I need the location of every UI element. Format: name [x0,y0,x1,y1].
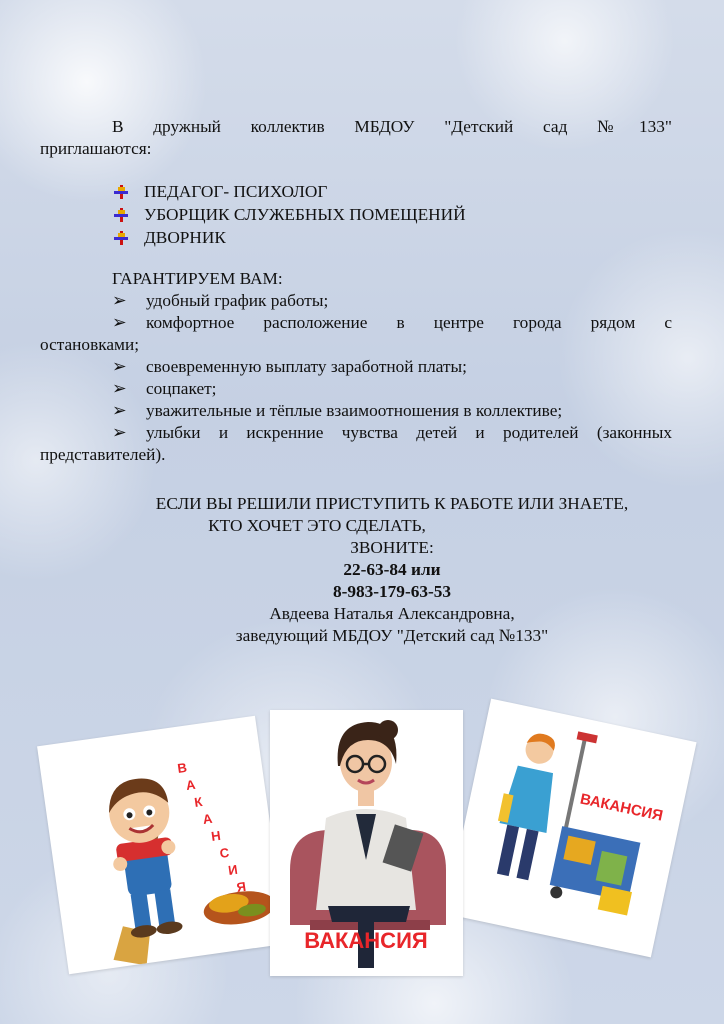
guarantee-title: ГАРАНТИРУЕМ ВАМ: [112,269,283,288]
janitor-vacancy-card [37,716,287,974]
arrow-bullet-icon: ➢ [112,379,127,398]
guarantee-item [40,356,672,378]
guarantee-section [40,268,672,466]
phone-number-2: 8-983-179-63-53 [332,582,452,601]
svg-text:И: И [227,861,239,878]
vacancy-vertical-text [176,754,246,901]
cross-bullet-icon [114,208,128,222]
svg-text:А: А [201,810,214,827]
contact-call-to-action: ЕСЛИ ВЫ РЕШИЛИ ПРИСТУПИТЬ К РАБОТЕ ИЛИ ЗНАЕТЕ, [155,494,629,513]
arrow-bullet-icon: ➢ [112,291,127,310]
cross-bullet-icon [114,231,128,245]
vacancy-label-right: ВАКАНСИЯ [578,790,665,825]
arrow-bullet-icon: ➢ [112,313,127,332]
intro-line-1: В дружный коллектив МБДОУ "Детский сад №133" [112,117,672,136]
guarantee-text: улыбки и искренние чувства детей и родителей (законных [146,423,672,442]
guarantee-text: удобный график работы; [146,291,329,310]
contact-block [0,493,724,647]
arrow-bullet-icon: ➢ [112,401,127,420]
guarantee-text: своевременную выплату заработной платы; [146,357,467,376]
intro-text [40,116,672,160]
vacancy-label: ДВОРНИК [144,228,226,247]
cross-bullet-icon [114,185,128,199]
contact-person-name: Авдеева Наталья Александровна, [269,604,515,623]
guarantee-text-wrap: остановками; [40,335,140,354]
guarantee-item [40,312,672,356]
vacancy-item [114,203,640,226]
svg-text:Я: Я [235,878,247,895]
contact-call-to-action-2: КТО ХОЧЕТ ЭТО СДЕЛАТЬ, [208,516,426,535]
guarantee-item [40,400,672,422]
guarantee-text: уважительные и тёплые взаимоотношения в коллективе; [146,401,563,420]
svg-text:С: С [218,844,231,861]
svg-text:Н: Н [210,827,222,844]
cleaner-vacancy-card [445,699,696,958]
guarantee-item [40,422,672,466]
svg-text:В: В [176,759,188,777]
guarantee-text-wrap: представителей). [40,445,166,464]
vacancy-label: УБОРЩИК СЛУЖЕБНЫХ ПОМЕЩЕНИЙ [144,205,466,224]
janitor-boy-illustration [37,716,287,974]
contact-person-position: заведующий МБДОУ "Детский сад №133" [235,626,549,645]
phone-number-1: 22-63-84 или [343,560,441,579]
vacancy-item [114,180,640,203]
contact-call-label: ЗВОНИТЕ: [350,538,434,557]
psychologist-vacancy-card [270,710,463,976]
arrow-bullet-icon: ➢ [112,357,127,376]
guarantee-text: комфортное расположение в центре города рядом с [146,313,672,332]
arrow-bullet-icon: ➢ [112,423,127,442]
psychologist-illustration [270,710,463,976]
cleaner-illustration [445,699,696,958]
vacancy-label: ПЕДАГОГ- ПСИХОЛОГ [144,182,328,201]
intro-line-2: приглашаются: [40,139,152,158]
guarantee-text: соцпакет; [146,379,217,398]
guarantee-item [40,290,672,312]
vacancy-item [114,226,640,249]
guarantee-item [40,378,672,400]
svg-text:А: А [184,776,197,794]
vacancy-list [40,180,640,249]
svg-text:К: К [193,794,204,811]
vacancy-label-center: ВАКАНСИЯ [304,928,428,953]
